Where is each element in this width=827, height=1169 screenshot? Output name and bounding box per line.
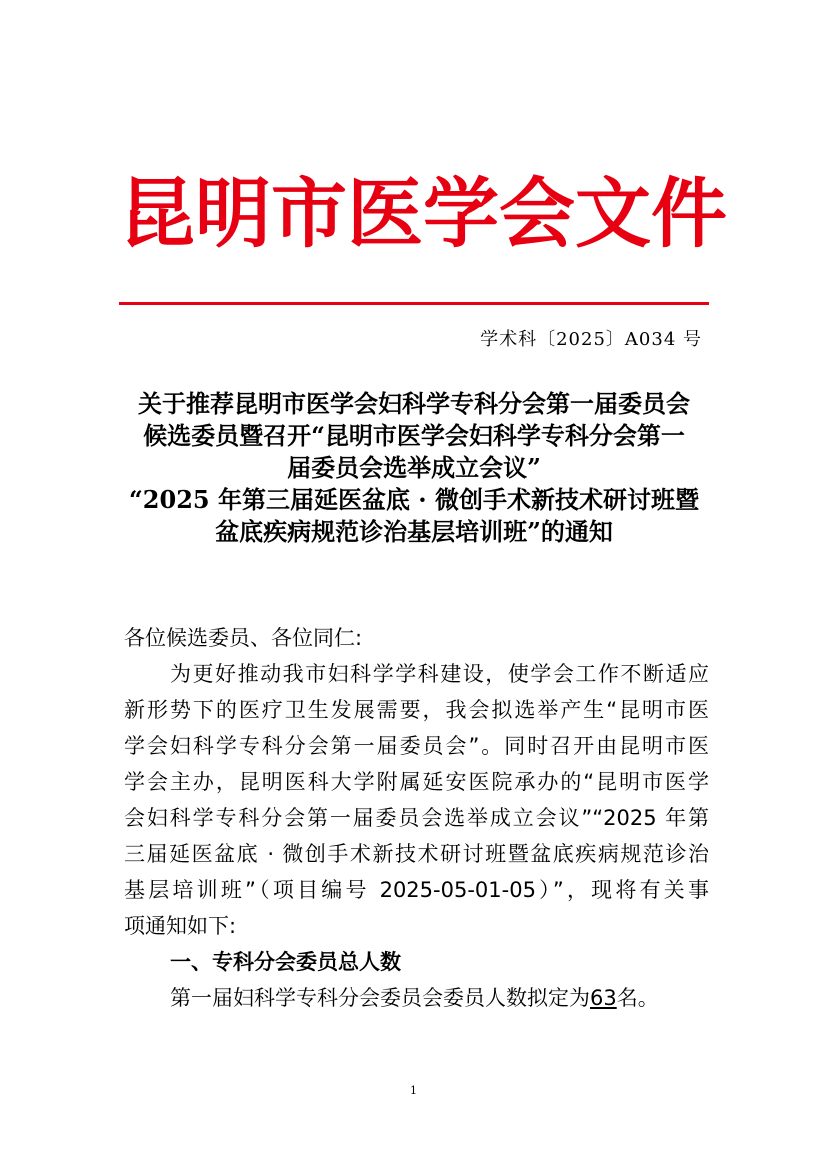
salutation: 各位候选委员、各位同仁: — [124, 626, 363, 650]
masthead-char: 文 — [575, 169, 651, 258]
masthead-char: 会 — [499, 169, 575, 258]
paragraph-line: 为更好推动我市妇科学学科建设，使学会工作不断适应 — [170, 662, 709, 686]
paragraph-line: 基层培训班”（项目编号 2025-05-01-05）”，现将有关事 — [124, 878, 709, 902]
notice-title — [119, 388, 709, 548]
paragraph-line: 新形势下的医疗卫生发展需要，我会拟选举产生“昆明市医 — [124, 698, 709, 722]
section-heading: 一、专科分会委员总人数 — [170, 950, 401, 974]
masthead-char: 医 — [347, 169, 423, 258]
title-line: 候选委员暨召开“昆明市医学会妇科学专科分会第一 — [143, 421, 685, 450]
masthead-char: 件 — [651, 169, 727, 258]
member-count-prefix: 第一届妇科学专科分会委员会委员人数拟定为 — [170, 986, 590, 1010]
document-masthead — [119, 168, 727, 260]
notice-body — [124, 620, 709, 1016]
paragraph-line: 学会妇科学专科分会第一届委员会”。同时召开由昆明市医 — [124, 734, 709, 758]
title-line: 届委员会选举成立会议” — [287, 453, 541, 482]
member-count-suffix: 名。 — [616, 986, 659, 1010]
title-line: 盆底疾病规范诊治基层培训班”的通知 — [215, 517, 613, 546]
masthead-char: 昆 — [119, 169, 195, 258]
member-count-value: 63 — [590, 986, 617, 1010]
title-line: “2025 年第三届延医盆底 · 微创手术新技术研讨班暨 — [128, 485, 700, 514]
paragraph-line: 项通知如下: — [124, 914, 237, 938]
document-number: 学术科〔2025〕A034 号 — [480, 329, 702, 350]
paragraph-line: 学会主办，昆明医科大学附属延安医院承办的“昆明市医学 — [124, 770, 709, 794]
member-count-line — [124, 980, 709, 1016]
masthead-char: 学 — [423, 169, 499, 258]
paragraph-line: 三届延医盆底 · 微创手术新技术研讨班暨盆底疾病规范诊治 — [124, 842, 709, 866]
masthead-char: 明 — [195, 169, 271, 258]
page-number: 1 — [410, 1084, 417, 1097]
red-separator-rule — [119, 302, 709, 305]
paragraph-line: 会妇科学专科分会第一届委员会选举成立会议”“2025 年第 — [124, 806, 709, 830]
title-line: 关于推荐昆明市医学会妇科学专科分会第一届委员会 — [138, 389, 690, 418]
masthead-char: 市 — [271, 169, 347, 258]
